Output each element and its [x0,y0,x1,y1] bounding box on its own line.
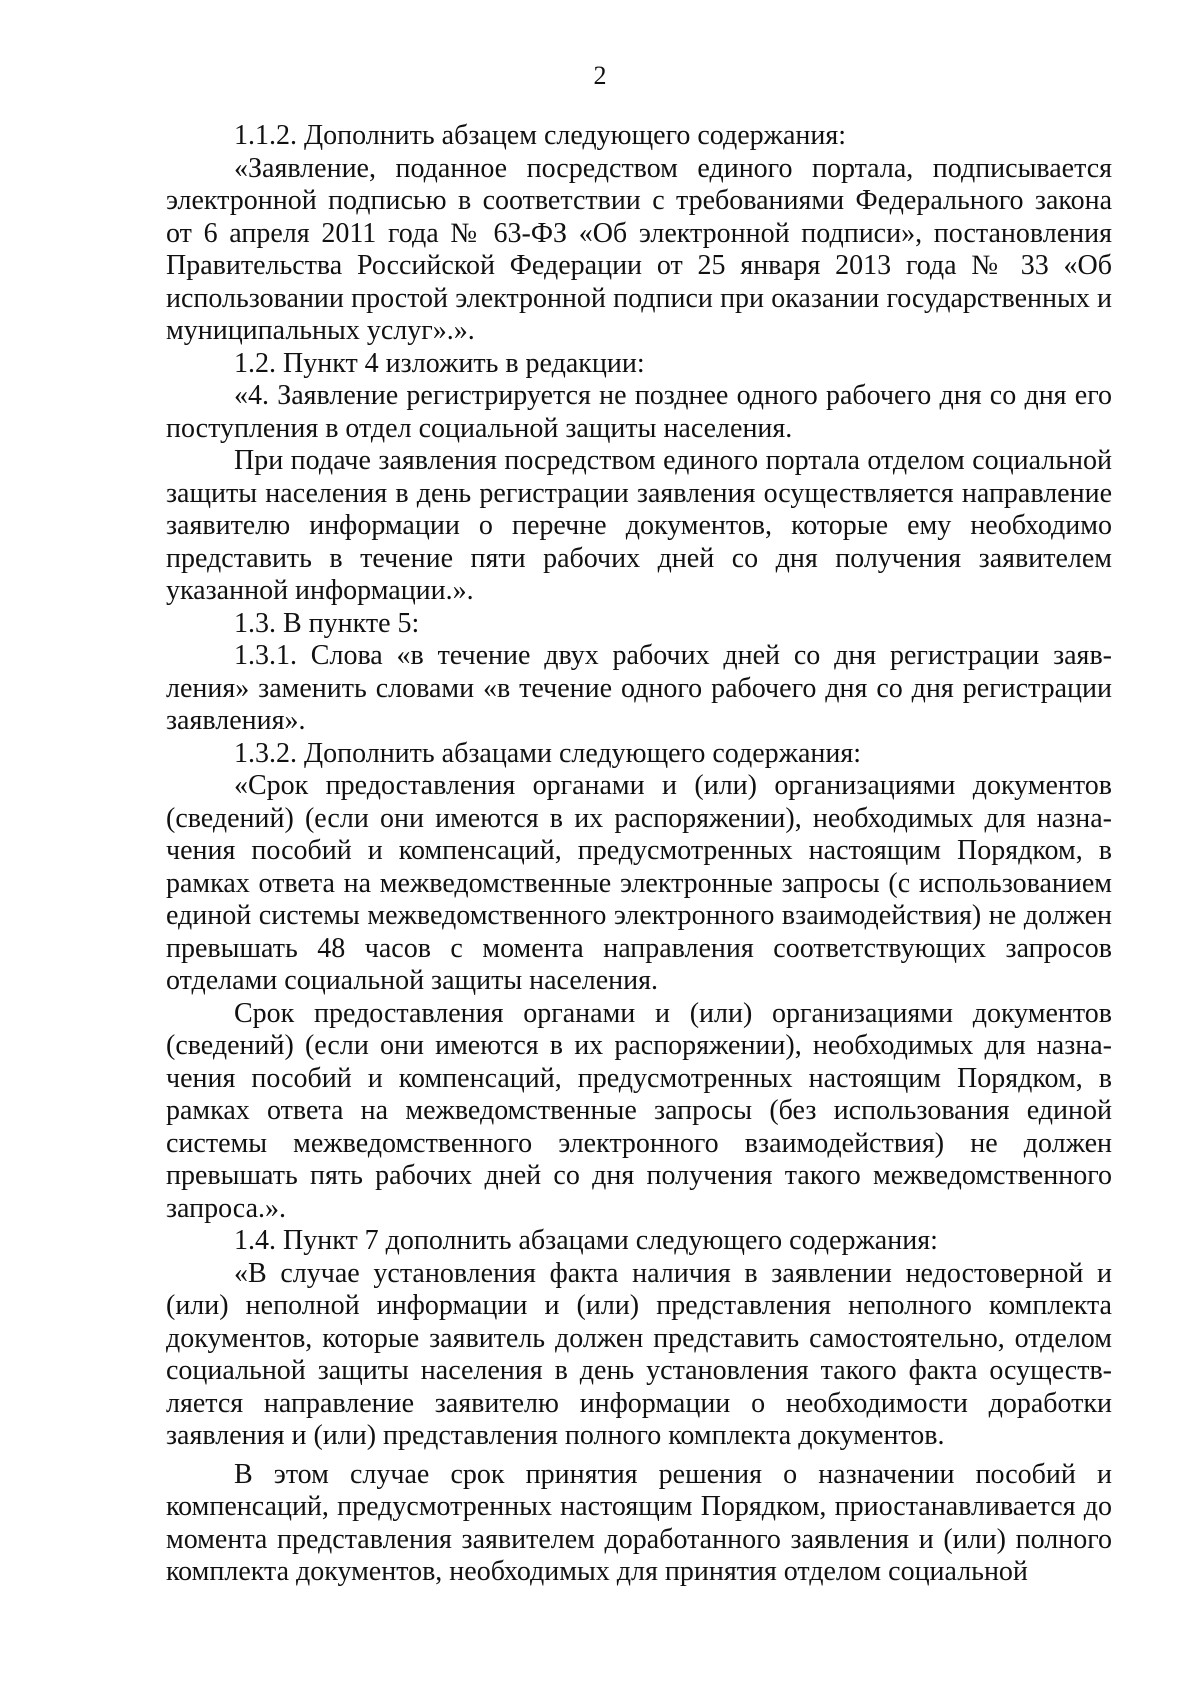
paragraph-1-2: 1.2. Пункт 4 изложить в редакции: [234,347,645,379]
paragraph-1-3-2: 1.3.2. Дополнить абзацами следующего содержания: [234,737,862,769]
paragraph-non-electronic-requests: Срок предоставления органами и (или) организациями документов (сведений) (если они имеются в их распоряжении), необходимых для назначения пособий и компенсаций, предусмотренных настоящим Порядком, в рамках ответа на межведомственные запросы (без использования единой системы межведомственного электронного взаимодействия) не должен превышать пять рабочих дней со дня получения такого межведомственного запроса.». [166,997,1112,1224]
paragraph-1-4: 1.4. Пункт 7 дополнить абзацами следующего содержания: [234,1225,938,1256]
paragraph-1-3-1: 1.3.1. Слова «в течение двух рабочих дней со дня регистрации заявления» заменить словами «в течение одного рабочего дня со дня регистрации заявления». [166,640,1112,736]
page-number: 2 [593,61,607,90]
paragraph-quote-electronic-signature: «Заявление, поданное посредством единого портала, подписывается электронной подписью в соответствии с требованиями Федерального закона от 6 апреля 2011 года № 63-ФЗ «Об электронной подписи», постановления Правительства Российской Федерации от 25 января 2013 года № 33 «Об использовании простой электронной подписи при оказании государственных и муниципальных услуг».». [166,152,1112,346]
paragraph-quote-electronic-requests: «Срок предоставления органами и (или) организациями документов (сведений) (если они имеются в их распоряжении), необходимых для назначения пособий и компенсаций, предусмотренных настоящим Порядком, в рамках ответа на межведомственные электронные запросы (с использованием единой системы межведомственного электронного взаимодействия) не должен превышать 48 часов с момента направления соответствующих запросов отделами социальной защиты населения. [166,770,1112,996]
paragraph-portal-submission: При подаче заявления посредством единого портала отделом социальной защиты населения в день регистрации заявления осуществляется направление заявителю информации о перечне документов, которые ему необходимо представить в течение пяти рабочих дней со дня получения заявителем указанной информации.». [166,445,1112,606]
paragraph-suspension-of-term: В этом случае срок принятия решения о назначении пособий и компенсаций, предусмотренных настоящим Порядком, приостанавливается до момента представления заявителем доработанного заявления и (или) полного комплекта документов, необходимых для принятия отделом социальной [166,1458,1112,1587]
paragraph-quote-incomplete-info: «В случае установления факта наличия в заявлении недостоверной и (или) неполной информации и (или) представления неполного комплекта документов, которые заявитель должен представить самостоятельно, отделом социальной защиты населения в день установления такого факта осуществляется направление заявителю информации о необходимости доработки заявления и (или) представления полного комплекта документов. [166,1257,1112,1451]
paragraph-quote-item-4: «4. Заявление регистрируется не позднее одного рабочего дня со дня его поступления в отдел социальной защиты населения. [166,380,1112,444]
paragraph-1-3: 1.3. В пункте 5: [234,607,420,639]
paragraph-1-1-2: 1.1.2. Дополнить абзацем следующего содержания: [234,120,847,151]
document-body [166,120,1112,1589]
